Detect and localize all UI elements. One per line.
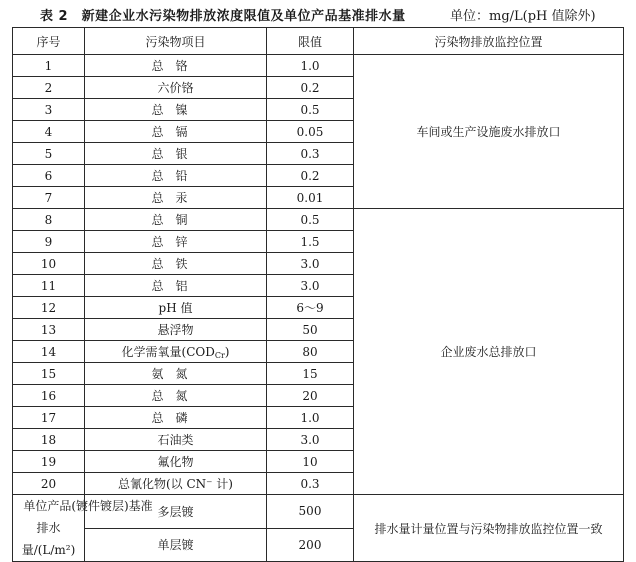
location-workshop: 车间或生产设施废水排放口: [354, 55, 624, 209]
row-item: 总氰化物(以 CN⁻ 计): [85, 473, 267, 495]
row-limit: 6～9: [267, 297, 354, 319]
header-limit: 限值: [267, 28, 354, 55]
row-seq: 20: [13, 473, 85, 495]
table-row: [13, 209, 624, 231]
row-seq: 18: [13, 429, 85, 451]
row-seq: 14: [13, 341, 85, 363]
row-seq: 13: [13, 319, 85, 341]
row-seq: 9: [13, 231, 85, 253]
drainage-label-line1: 单位产品(镀件镀层)基准: [23, 499, 153, 513]
header-item: 污染物项目: [85, 28, 267, 55]
row-seq: 5: [13, 143, 85, 165]
drainage-row-multi: [13, 495, 624, 529]
row-item: 总银: [85, 143, 267, 165]
location-drainage: 排水量计量位置与污染物排放监控位置一致: [354, 495, 624, 562]
header-seq: 序号: [13, 28, 85, 55]
header-row: [13, 28, 624, 55]
row-item: 总铅: [85, 165, 267, 187]
row-limit: 0.2: [267, 165, 354, 187]
row-item: 总镍: [85, 99, 267, 121]
single-layer-label: 单层镀: [85, 528, 267, 562]
row-limit: 50: [267, 319, 354, 341]
location-enterprise: 企业废水总排放口: [354, 209, 624, 495]
row-seq: 7: [13, 187, 85, 209]
row-seq: 12: [13, 297, 85, 319]
cod-subscript: Cr: [214, 351, 225, 360]
row-seq: 3: [13, 99, 85, 121]
row-limit: 0.2: [267, 77, 354, 99]
row-item: pH 值: [85, 297, 267, 319]
row-limit: 10: [267, 451, 354, 473]
row-seq: 2: [13, 77, 85, 99]
multi-layer-label: 多层镀: [85, 495, 267, 529]
drainage-label-line2: 排水量/(L/m²): [21, 521, 76, 557]
row-limit: 1.0: [267, 55, 354, 77]
row-item: 石油类: [85, 429, 267, 451]
row-limit: 0.01: [267, 187, 354, 209]
row-limit: 1.5: [267, 231, 354, 253]
row-limit: 80: [267, 341, 354, 363]
table-caption: [0, 0, 636, 26]
row-seq: 16: [13, 385, 85, 407]
row-item: 悬浮物: [85, 319, 267, 341]
row-item: 总磷: [85, 407, 267, 429]
row-item: 总铁: [85, 253, 267, 275]
table-title: 表 2 新建企业水污染物排放浓度限值及单位产品基准排水量: [40, 9, 406, 24]
emission-limits-table: [12, 27, 624, 562]
row-seq: 11: [13, 275, 85, 297]
row-seq: 8: [13, 209, 85, 231]
row-item: 总镉: [85, 121, 267, 143]
row-limit: 15: [267, 363, 354, 385]
row-limit: 0.3: [267, 473, 354, 495]
multi-layer-value: 500: [267, 495, 354, 529]
row-seq: 17: [13, 407, 85, 429]
row-seq: 10: [13, 253, 85, 275]
row-seq: 19: [13, 451, 85, 473]
row-limit: 0.5: [267, 209, 354, 231]
row-limit: 0.3: [267, 143, 354, 165]
row-item: 总铬: [85, 55, 267, 77]
row-limit: 0.5: [267, 99, 354, 121]
cod-text: 化学需氧量(COD: [121, 345, 215, 359]
drainage-label: [13, 495, 153, 562]
row-item: 总铜: [85, 209, 267, 231]
row-limit: 0.05: [267, 121, 354, 143]
row-limit: 3.0: [267, 429, 354, 451]
row-seq: 6: [13, 165, 85, 187]
row-item: 总氮: [85, 385, 267, 407]
row-item: 总汞: [85, 187, 267, 209]
row-limit: 1.0: [267, 407, 354, 429]
row-item: 氨氮: [85, 363, 267, 385]
row-seq: 15: [13, 363, 85, 385]
row-seq: 1: [13, 55, 85, 77]
row-item: 六价铬: [85, 77, 267, 99]
row-seq: 4: [13, 121, 85, 143]
row-item: 氟化物: [85, 451, 267, 473]
cod-tail: ): [224, 345, 230, 359]
row-item: 总铝: [85, 275, 267, 297]
header-location: 污染物排放监控位置: [354, 28, 624, 55]
row-limit: 3.0: [267, 253, 354, 275]
row-limit: 20: [267, 385, 354, 407]
row-item: 总锌: [85, 231, 267, 253]
row-limit: 3.0: [267, 275, 354, 297]
row-item-cod: [85, 341, 267, 363]
table-row: [13, 55, 624, 77]
table-unit: 单位：mg/L(pH 值除外): [450, 9, 596, 24]
single-layer-value: 200: [267, 528, 354, 562]
